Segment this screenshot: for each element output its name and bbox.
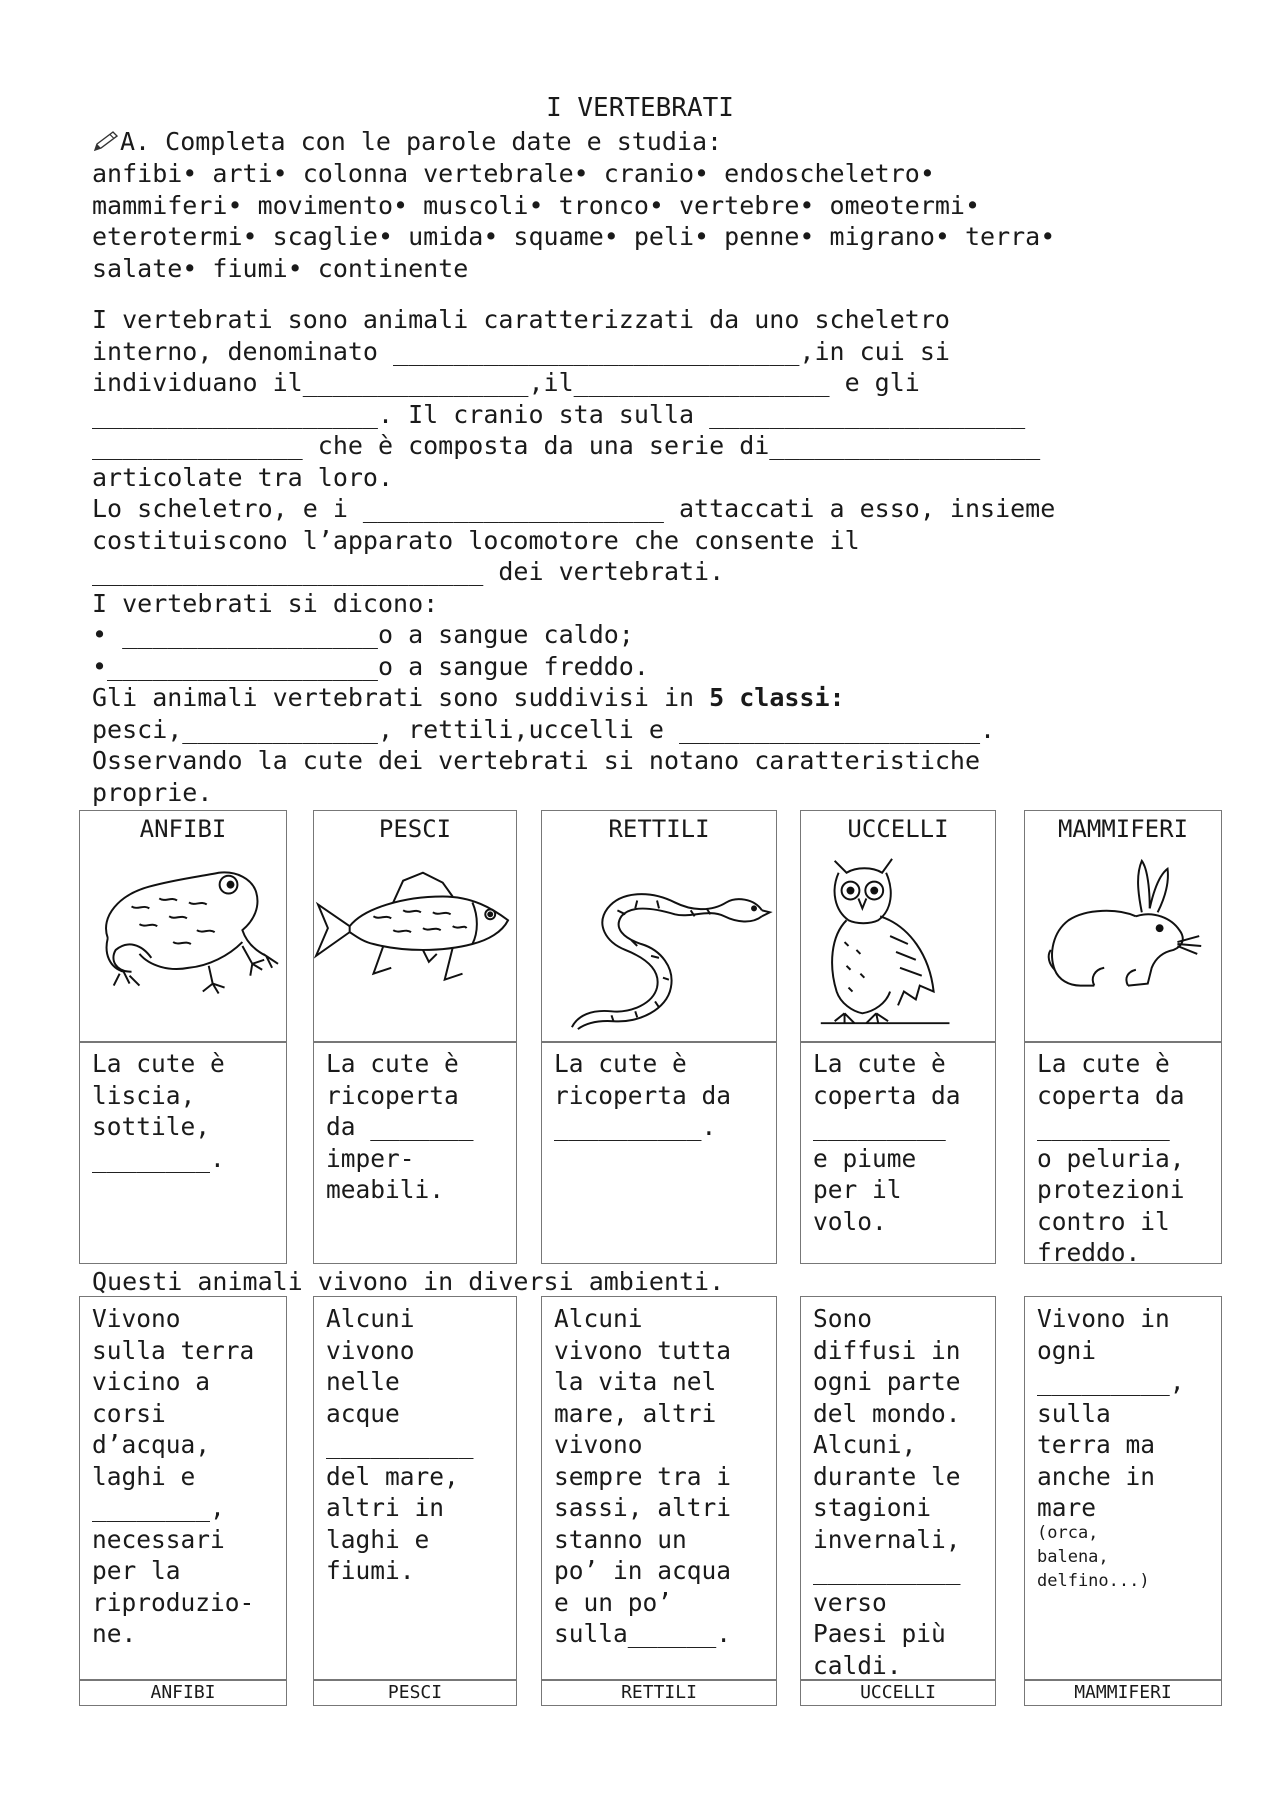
habitat-text: Alcuni vivono tutta la vita nel mare, altri vivono sempre tra i sassi, altri stanno un po’ in acqua e un po’ sulla______.: [554, 1304, 732, 1648]
skin-cell-anfibi: [79, 1041, 287, 1264]
animal-name: ANFIBI: [139, 815, 227, 843]
habitat-cell-mammiferi: [1024, 1296, 1222, 1681]
word-bank-line: eterotermi• scaglie• umida• squame• peli• penne• migrano• terra•: [92, 222, 1056, 251]
skin-cell-mammiferi: [1024, 1041, 1222, 1267]
owl-illustration: [801, 847, 995, 1042]
skin-cell-uccelli: [800, 1041, 996, 1264]
animal-card-uccelli: [800, 810, 996, 1043]
animal-card-mammiferi: [1024, 810, 1222, 1043]
text-line: Lo scheletro, e i ____________________ attaccati a esso, insieme: [92, 494, 1056, 523]
animal-card-anfibi: [79, 810, 287, 1043]
page-title: I VERTEBRATI: [546, 93, 734, 123]
instruction-line: [92, 126, 1202, 158]
habitat-text: Vivono in ogni _________, sulla terra ma anche in mare: [1037, 1304, 1185, 1522]
frog-illustration: [80, 847, 286, 1042]
text-line: I vertebrati si dicono:: [92, 588, 439, 618]
word-bank-line: salate• fiumi• continente: [92, 253, 469, 283]
rabbit-illustration: [1025, 847, 1221, 1042]
text-line: costituiscono l’apparato locomotore che consente il: [92, 525, 860, 555]
text-line: proprie.: [92, 777, 213, 807]
skin-text: La cute è coperta da _________ e piume per il volo.: [813, 1049, 961, 1236]
habitat-examples: (orca, balena, delfino...): [1037, 1523, 1150, 1591]
footer-cell-anfibi: [79, 1679, 287, 1706]
word-bank-line: anfibi• arti• colonna vertebrale• cranio• endoscheletro•: [92, 159, 935, 188]
animal-name: PESCI: [378, 815, 452, 843]
habitat-intro: Questi animali vivono in diversi ambienti.: [92, 1267, 725, 1296]
pencil-icon: [92, 128, 120, 150]
animal-name: MAMMIFERI: [1057, 815, 1189, 843]
animal-name: RETTILI: [608, 815, 710, 843]
footer-label: ANFIBI: [150, 1682, 216, 1703]
animal-card-pesci: [313, 810, 517, 1043]
footer-label: UCCELLI: [860, 1682, 936, 1703]
text-line: •__________________o a sangue freddo.: [92, 651, 649, 681]
footer-label: MAMMIFERI: [1074, 1682, 1172, 1703]
text-line: individuano il_______________,il_________________ e gli: [92, 368, 920, 397]
footer-label: RETTILI: [621, 1682, 697, 1703]
classes-bold: 5 classi:: [709, 683, 845, 712]
skin-text: La cute è coperta da _________ o peluria, protezioni contro il freddo.: [1037, 1049, 1185, 1267]
habitat-cell-anfibi: [79, 1296, 287, 1681]
text-line: ___________________. Il cranio sta sulla _____________________: [92, 399, 1026, 429]
skin-cell-pesci: [313, 1041, 517, 1264]
habitat-cell-uccelli: [800, 1296, 996, 1681]
text-line: interno, denominato ___________________________,in cui si: [92, 336, 950, 366]
habitat-cell-pesci: [313, 1296, 517, 1681]
footer-cell-pesci: [313, 1679, 517, 1706]
text-line: Osservando la cute dei vertebrati si notano caratteristiche: [92, 746, 981, 775]
word-bank-line: mammiferi• movimento• muscoli• tronco• vertebre• omeotermi•: [92, 190, 981, 220]
skin-cell-rettili: [541, 1041, 777, 1264]
habitat-text: Sono diffusi in ogni parte del mondo. Alcuni, durante le stagioni invernali, __________ verso Paesi più caldi.: [813, 1304, 961, 1680]
habitat-text: Alcuni vivono nelle acque __________ del mare, altri in laghi e fiumi.: [326, 1304, 474, 1585]
footer-cell-mammiferi: [1024, 1679, 1222, 1706]
snake-illustration: [542, 847, 776, 1042]
instruction-text: A. Completa con le parole date e studia:: [120, 127, 723, 156]
skin-text: La cute è ricoperta da __________.: [554, 1049, 732, 1141]
classes-line: [92, 682, 1202, 714]
skin-text: La cute è ricoperta da _______ imper- meabili.: [326, 1049, 474, 1204]
footer-label: PESCI: [387, 1682, 443, 1703]
fish-illustration: [314, 847, 516, 1042]
classes-text: Gli animali vertebrati sono suddivisi in: [92, 683, 710, 712]
footer-cell-rettili: [541, 1679, 777, 1706]
text-line: articolate tra loro.: [92, 462, 394, 492]
text-line: I vertebrati sono animali caratterizzati da uno scheletro: [92, 305, 950, 334]
footer-cell-uccelli: [800, 1679, 996, 1706]
animal-name: UCCELLI: [847, 815, 949, 843]
text-line: ______________ che è composta da una serie di__________________: [92, 431, 1041, 460]
habitat-cell-rettili: [541, 1296, 777, 1681]
text-line: • _________________o a sangue caldo;: [92, 620, 634, 649]
habitat-text: Vivono sulla terra vicino a corsi d’acqua, laghi e ________, necessari per la riproduzio- ne.: [92, 1304, 255, 1648]
animal-card-rettili: [541, 810, 777, 1043]
classes-fill-line: pesci,_____________, rettili,uccelli e ____________________.: [92, 714, 996, 744]
skin-text: La cute è liscia, sottile, ________.: [92, 1049, 225, 1173]
text-line: __________________________ dei vertebrati.: [92, 557, 725, 586]
